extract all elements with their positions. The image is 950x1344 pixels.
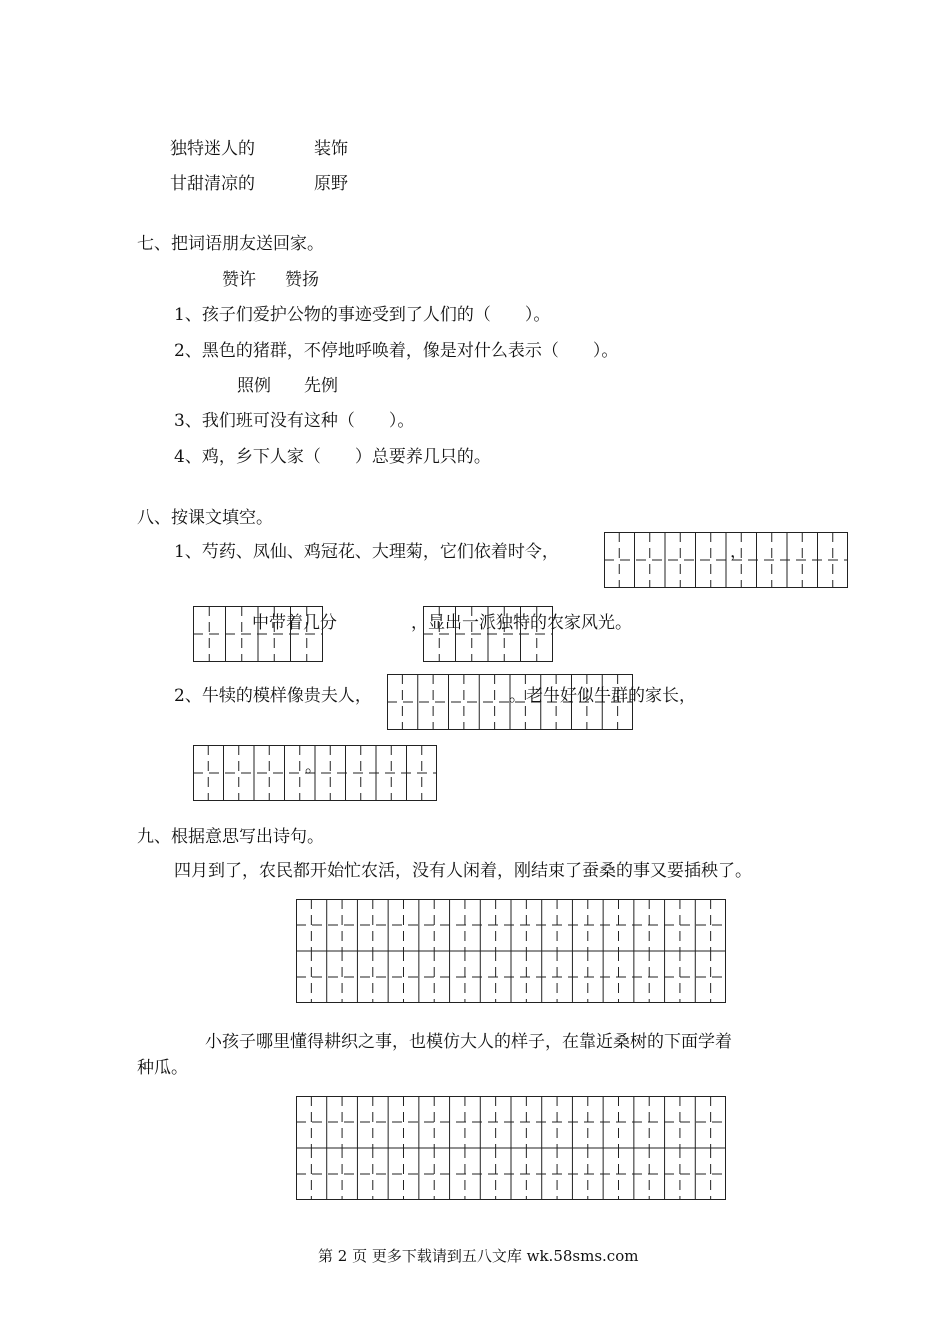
match-adjective-2: 甘甜清凉的 [170, 174, 255, 194]
section9-paragraph-2-line-1: 小孩子哪里懂得耕织之事，也模仿大人的样子，在靠近桑树的下面学着 [205, 1032, 732, 1052]
section9-paragraph-1: 四月到了，农民都开始忙农活，没有人闲着，刚结束了蚕桑的事又要插秧了。 [174, 861, 752, 881]
section7-question-1: 1、孩子们爱护公物的事迹受到了人们的（ ）。 [174, 305, 551, 325]
section7-question-4: 4、鸡，乡下人家（ ）总要养几只的。 [174, 447, 491, 467]
section8-title: 八、按课文填空。 [137, 508, 273, 528]
comma: ， [730, 542, 747, 562]
section7-question-2: 2、黑色的猪群，不停地呼唤着，像是对什么表示（ ）。 [174, 341, 619, 361]
word-choice-zanyang: 赞扬 [285, 270, 319, 290]
match-noun-1: 装饰 [314, 139, 348, 159]
grid-svg [296, 899, 726, 1003]
match-adjective-1: 独特迷人的 [170, 139, 255, 159]
section9-title: 九、根据意思写出诗句。 [137, 827, 324, 847]
section8-q2-lead: 2、牛犊的模样像贵夫人， [174, 686, 372, 706]
section8-q1-tail: ，显出一派独特的农家风光。 [411, 613, 632, 633]
section7-title: 七、把词语朋友送回家。 [137, 234, 324, 254]
writing-grid-poem-2[interactable] [296, 1096, 726, 1200]
section8-q2-end: 。 [305, 757, 322, 777]
page-footer: 第 2 页 更多下载请到五八文库 wk.58sms.com [318, 1247, 639, 1265]
grid-svg [296, 1096, 726, 1200]
grid-svg [604, 532, 849, 588]
section7-question-3: 3、我们班可没有这种（ ）。 [174, 411, 415, 431]
section8-q2-mid: 。老牛好似牛群的家长， [509, 686, 696, 706]
match-noun-2: 原野 [314, 174, 348, 194]
writing-grid-q1-a[interactable] [604, 532, 849, 588]
section8-q1-lead: 1、芍药、凤仙、鸡冠花、大理菊，它们依着时令， [174, 542, 559, 562]
section8-q1-mid: 中带着几分 [252, 613, 337, 633]
word-choice-zhaoli: 照例 [237, 376, 271, 396]
word-choice-zanxu: 赞许 [222, 270, 256, 290]
writing-grid-poem-1[interactable] [296, 899, 726, 1003]
grid-lines [296, 899, 726, 1003]
grid-lines [296, 1096, 726, 1200]
word-choice-xianli: 先例 [304, 376, 338, 396]
section9-paragraph-2-line-2: 种瓜。 [137, 1058, 188, 1078]
grid-lines [604, 532, 848, 588]
